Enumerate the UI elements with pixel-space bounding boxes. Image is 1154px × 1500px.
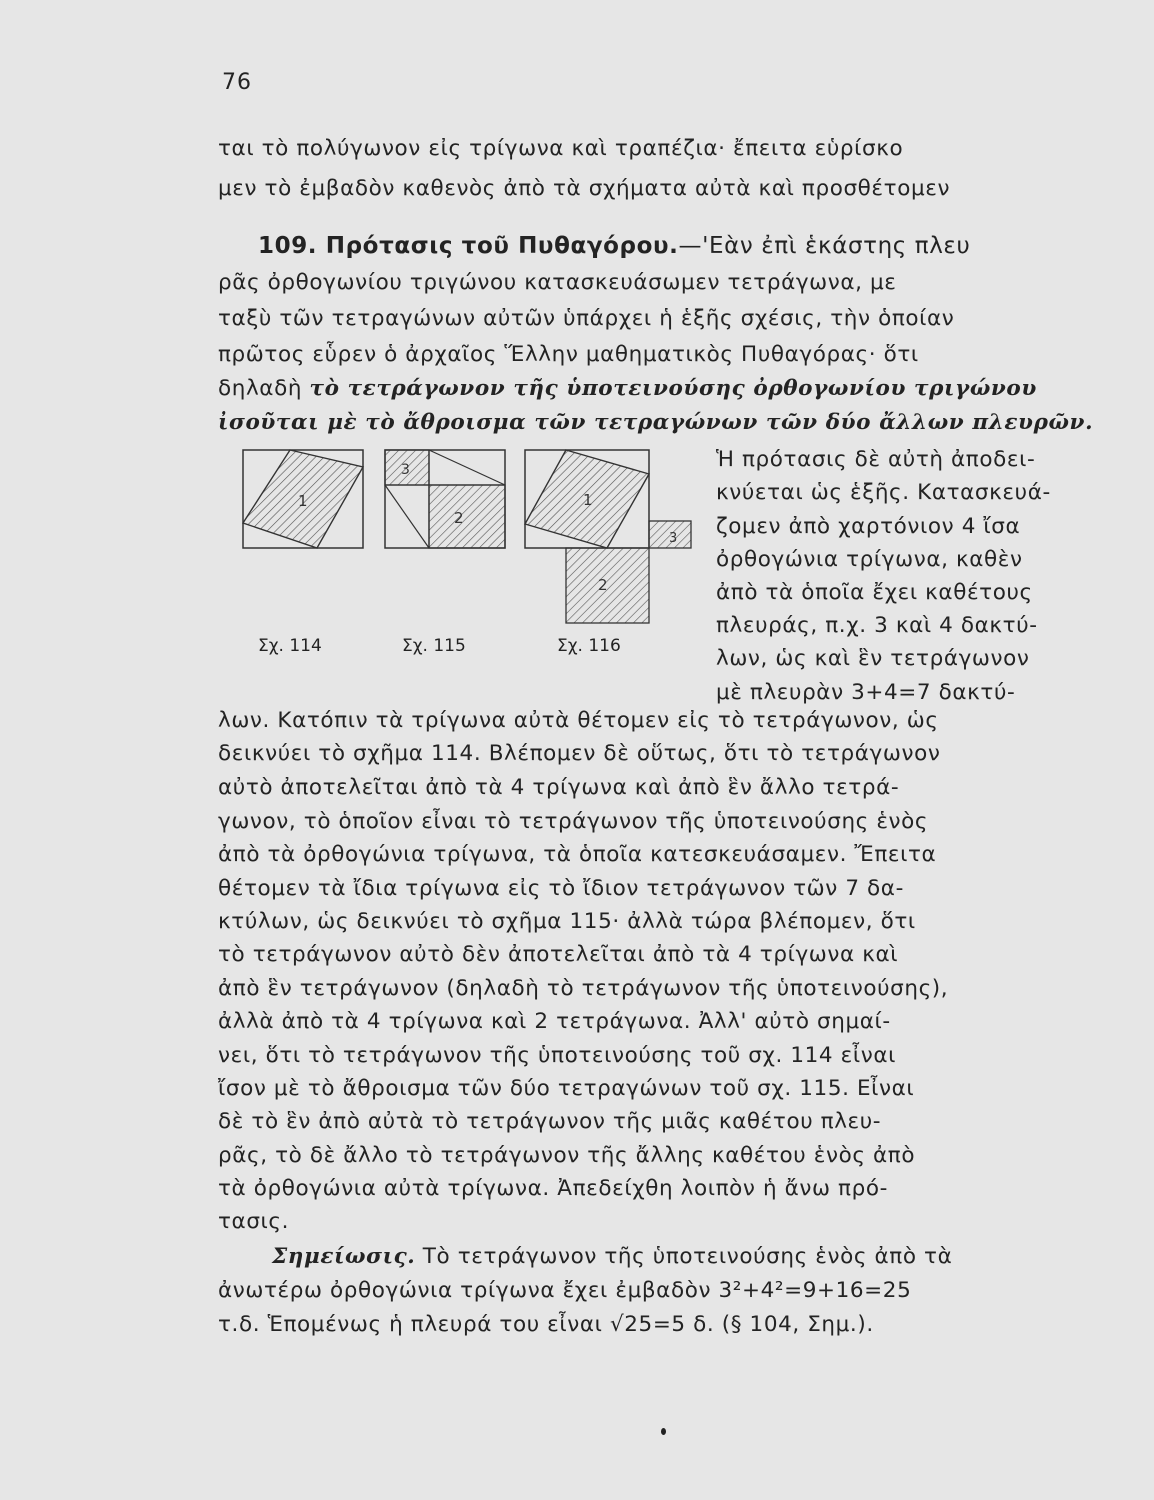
right-col-line-7: λων, ὡς καὶ ἓν τετράγωνον	[716, 646, 1030, 671]
pythagoras-figures	[0, 0, 1154, 700]
fig114-label-1: 1	[298, 492, 308, 510]
caption-fig-116: Σχ. 116	[557, 636, 621, 656]
fig116-label-1: 1	[583, 491, 593, 509]
body-line-12: ἴσον μὲ τὸ ἄθροισμα τῶν δύο τετραγώνων τοῦ σχ. 115. Εἶναι	[218, 1076, 915, 1101]
caption-fig-115: Σχ. 115	[402, 636, 466, 656]
section-line-2: ταξὺ τῶν τετραγώνων αὐτῶν ὑπάρχει ἡ ἑξῆς σχέσις, τὴν ὁποίαν	[218, 306, 955, 331]
body-line-10: ἀλλὰ ἀπὸ τὰ 4 τρίγωνα καὶ 2 τετράγωνα. Ἀλλ' αὐτὸ σημαί-	[218, 1009, 891, 1034]
note-line-2: ἀνωτέρω ὀρθογώνια τρίγωνα ἔχει ἐμβαδὸν 3²+4²=9+16=25	[218, 1278, 912, 1303]
figure-115	[385, 450, 505, 548]
body-line-7: κτύλων, ὡς δεικνύει τὸ σχῆμα 115· ἀλλὰ τώρα βλέπομεν, ὅτι	[218, 909, 916, 934]
intro-line-2: μεν τὸ ἐμβαδὸν καθενὸς ἀπὸ τὰ σχήματα αὐτὰ καὶ προσθέτομεν	[218, 176, 951, 201]
body-line-16: τασις.	[218, 1209, 290, 1234]
right-col-line-5: ἀπὸ τὰ ὁποῖα ἔχει καθέτους	[716, 580, 1033, 605]
caption-fig-114: Σχ. 114	[258, 636, 322, 656]
intro-line-1: ται τὸ πολύγωνον εἰς τρίγωνα καὶ τραπέζια· ἔπειτα εὑρίσκο	[218, 136, 904, 161]
section-line-1: ρᾶς ὀρθογωνίου τριγώνου κατασκευάσωμεν τετράγωνα, με	[218, 270, 897, 295]
fig116-label-3: 3	[669, 531, 678, 546]
body-line-6: θέτομεν τὰ ἴδια τρίγωνα εἰς τὸ ἴδιον τετράγωνον τῶν 7 δα-	[218, 876, 904, 901]
right-col-line-8: μὲ πλευρὰν 3+4=7 δακτύ-	[716, 680, 1016, 705]
note-label: Σημείωσις.	[272, 1244, 416, 1269]
fig116-label-2: 2	[598, 576, 608, 594]
body-line-2: δεικνύει τὸ σχῆμα 114. Βλέπομεν δὲ οὕτως, ὅτι τὸ τετράγωνον	[218, 741, 941, 766]
section-line-4-prefix: δηλαδὴ	[218, 376, 310, 401]
figure-116	[525, 450, 691, 623]
fig115-label-3: 3	[401, 462, 410, 478]
fig115-label-2: 2	[454, 509, 464, 527]
right-col-line-3: ζομεν ἀπὸ χαρτόνιον 4 ἴσα	[716, 514, 1021, 539]
section-heading: 109. Πρότασις τοῦ Πυθαγόρου.	[258, 233, 679, 259]
body-line-4: γωνον, τὸ ὁποῖον εἶναι τὸ τετράγωνον τῆς ὑποτεινούσης ἑνὸς	[218, 809, 929, 834]
body-line-13: δὲ τὸ ἓν ἀπὸ αὐτὰ τὸ τετράγωνον τῆς μιᾶς καθέτου πλευ-	[218, 1109, 882, 1134]
note-text-1: Τὸ τετράγωνον τῆς ὑποτεινούσης ἑνὸς ἀπὸ τὰ	[415, 1244, 953, 1269]
body-line-9: ἀπὸ ἓν τετράγωνον (δηλαδὴ τὸ τετράγωνον τῆς ὑποτεινούσης),	[218, 976, 949, 1001]
page-number: 76	[222, 70, 252, 95]
body-line-1: λων. Κατόπιν τὰ τρίγωνα αὐτὰ θέτομεν εἰς τὸ τετράγωνον, ὡς	[218, 708, 939, 733]
print-speck	[661, 1428, 666, 1435]
note-line-1	[272, 1240, 1152, 1274]
body-line-3: αὐτὸ ἀποτελεῖται ἀπὸ τὰ 4 τρίγωνα καὶ ἀπὸ ἓν ἄλλο τετρά-	[218, 775, 900, 800]
theorem-statement-2: ἰσοῦται μὲ τὸ ἄθροισμα τῶν τετραγώνων τῶν δύο ἄλλων πλευρῶν.	[218, 410, 1094, 435]
figure-114	[243, 450, 363, 548]
body-line-14: ρᾶς, τὸ δὲ ἄλλο τὸ τετράγωνον τῆς ἄλλης καθέτου ἑνὸς ἀπὸ	[218, 1143, 916, 1168]
body-line-15: τὰ ὀρθογώνια αὐτὰ τρίγωνα. Ἀπεδείχθη λοιπὸν ἡ ἄνω πρό-	[218, 1176, 888, 1201]
body-line-8: τὸ τετράγωνον αὐτὸ δὲν ἀποτελεῖται ἀπὸ τὰ 4 τρίγωνα καὶ	[218, 942, 899, 967]
right-col-line-6: πλευράς, π.χ. 3 καὶ 4 δακτύ-	[716, 613, 1038, 638]
section-heading-tail: —'Εὰν ἐπὶ ἑκάστης πλευ	[678, 233, 971, 259]
right-col-line-1: Ἡ πρότασις δὲ αὐτὴ ἀποδει-	[716, 447, 1036, 472]
right-col-line-2: κνύεται ὡς ἑξῆς. Κατασκευά-	[716, 480, 1051, 505]
body-line-5: ἀπὸ τὰ ὀρθογώνια τρίγωνα, τὰ ὁποῖα κατεσκευάσαμεν. Ἔπειτα	[218, 842, 937, 867]
right-col-line-4: ὀρθογώνια τρίγωνα, καθὲν	[716, 547, 1023, 572]
note-line-3: τ.δ. Ἑπομένως ἡ πλευρά του εἶναι √25=5 δ. (§ 104, Σημ.).	[218, 1312, 874, 1337]
theorem-statement-1: τὸ τετράγωνον τῆς ὑποτεινούσης ὀρθογωνίου τριγώνου	[309, 376, 1037, 401]
section-line-3: πρῶτος εὗρεν ὁ ἀρχαῖος Ἕλλην μαθηματικὸς Πυθαγόρας· ὅτι	[218, 342, 919, 367]
body-line-11: νει, ὅτι τὸ τετράγωνον τῆς ὑποτεινούσης τοῦ σχ. 114 εἶναι	[218, 1043, 897, 1068]
